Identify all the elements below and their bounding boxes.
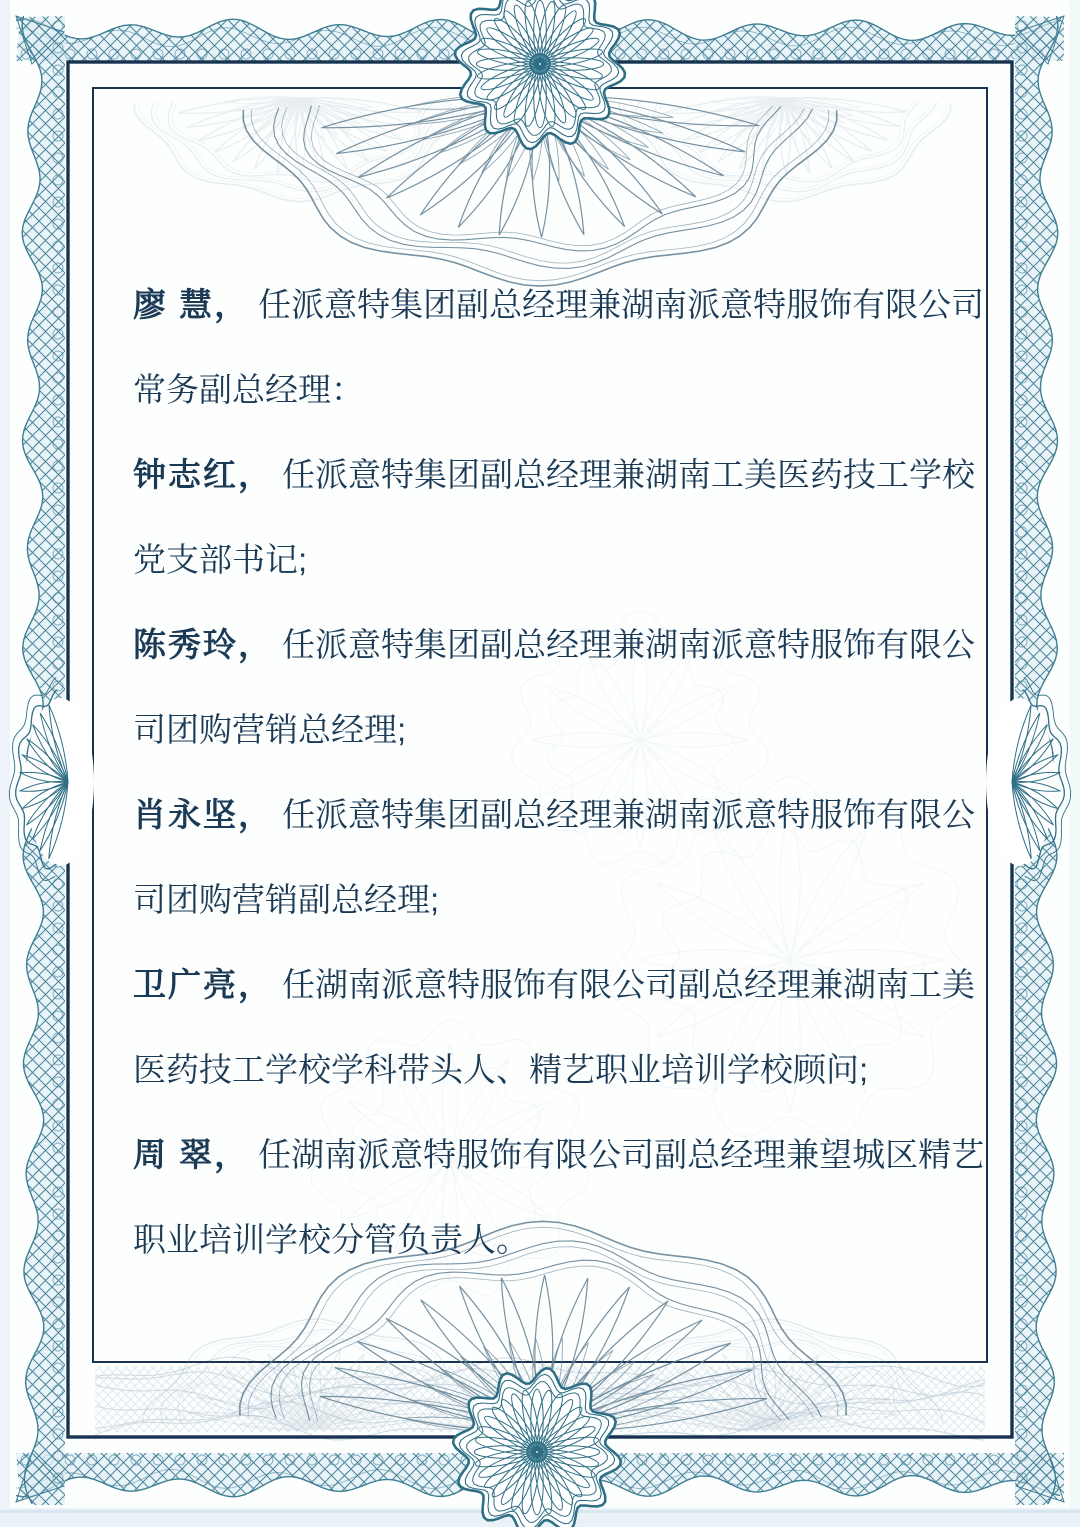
text-line <box>133 1112 993 1197</box>
person-name: 肖永坚， <box>133 796 273 833</box>
text-line <box>133 857 993 942</box>
line-text: 任派意特集团副总经理兼湖南派意特服饰有限公 <box>282 626 975 663</box>
text-line <box>133 772 993 857</box>
text-line <box>133 347 993 432</box>
line-text: 任湖南派意特服饰有限公司副总经理兼湖南工美 <box>282 966 975 1003</box>
line-text: 常务副总经理： <box>133 371 364 408</box>
text-line <box>133 687 993 772</box>
text-line <box>133 432 993 517</box>
text-line <box>133 942 993 1027</box>
person-name: 周 翠， <box>133 1136 250 1173</box>
text-line <box>133 1197 993 1282</box>
text-line <box>133 517 993 602</box>
text-line <box>133 602 993 687</box>
line-text: 任派意特集团副总经理兼湖南派意特服饰有限公 <box>282 796 975 833</box>
person-name: 廖 慧， <box>133 286 250 323</box>
line-text: 任派意特集团副总经理兼湖南派意特服饰有限公司 <box>258 286 985 323</box>
person-name: 陈秀玲， <box>133 626 273 663</box>
line-text: 医药技工学校学科带头人、精艺职业培训学校顾问; <box>133 1051 869 1088</box>
person-name: 钟志红， <box>133 456 273 493</box>
line-text: 司团购营销副总经理; <box>133 881 440 918</box>
line-text: 任派意特集团副总经理兼湖南工美医药技工学校 <box>282 456 975 493</box>
text-line <box>133 262 993 347</box>
text-line <box>133 1027 993 1112</box>
line-text: 党支部书记; <box>133 541 308 578</box>
line-text: 司团购营销总经理; <box>133 711 407 748</box>
line-text: 职业培训学校分管负责人。 <box>133 1221 529 1258</box>
line-text: 任湖南派意特服饰有限公司副总经理兼望城区精艺 <box>258 1136 985 1173</box>
person-name: 卫广亮， <box>133 966 273 1003</box>
appointment-text-block <box>133 262 993 1282</box>
